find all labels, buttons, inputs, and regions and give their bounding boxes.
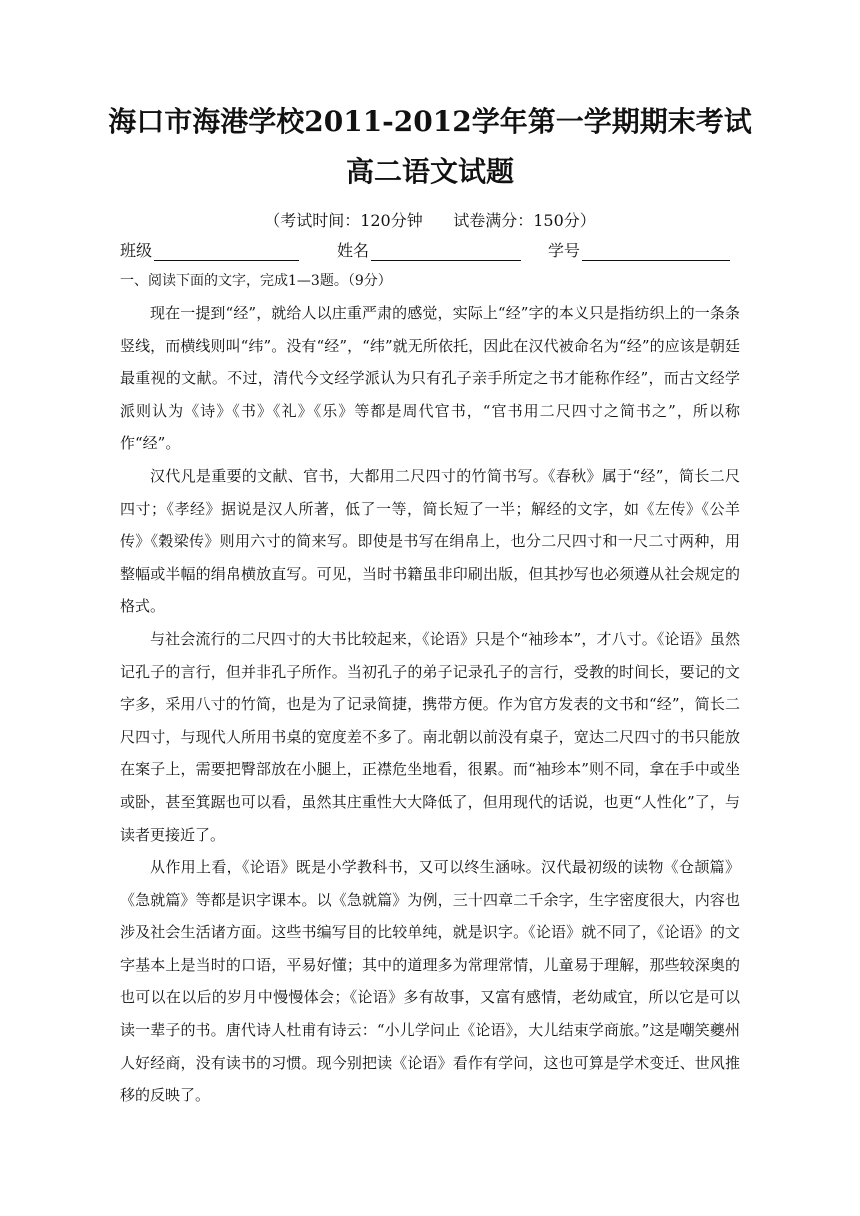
exam-info: （考试时间：120分钟 试卷满分：150分）	[264, 211, 596, 230]
student-info-fields	[120, 238, 740, 262]
student-id-field	[548, 238, 730, 261]
exam-subtitle: 高二语文试题	[345, 155, 514, 188]
student-id-blank[interactable]	[582, 242, 730, 261]
passage-paragraph-3: 与社会流行的二尺四寸的大书比较起来，《论语》只是个“袖珍本”，才八寸。《论语》虽然记孔子的言行，但并非孔子所作。当初孔子的弟子记录孔子的言行，受教的时间长，要记的文字多，采用八寸的竹简，也是为了记录简捷，携带方便。作为官方发表的文书和“经”，简长二尺四寸，与现代人所用书桌的宽度差不多了。南北朝以前没有桌子，宽达二尺四寸的书只能放在案子上，需要把臀部放在小腿上，正襟危坐地看，很累。而“袖珍本”则不同，拿在手中或坐或卧，甚至箕踞也可以看，虽然其庄重性大大降低了，但用现代的话说，也更“人性化”了，与读者更接近了。	[120, 629, 740, 844]
passage-paragraph-2: 汉代凡是重要的文献、官书，大都用二尺四寸的竹简书写。《春秋》属于“经”，简长二尺四寸；《孝经》据说是汉人所著，低了一等，简长短了一半；解经的文字，如《左传》《公羊传》《穀梁传》则用六寸的简来写。即使是书写在绢帛上，也分二尺四寸和一尺二寸两种，用整幅或半幅的绢帛横放直写。可见，当时书籍虽非印刷出版，但其抄写也必须遵从社会规定的格式。	[120, 466, 740, 616]
passage-paragraph-4: 从作用上看，《论语》既是小学教科书，又可以终生涵咏。汉代最初级的读物《仓颉篇》《急就篇》等都是识字课本。以《急就篇》为例，三十四章二千余字，生字密度很大，内容也涉及社会生活诸方面。这些书编写目的比较单纯，就是识字。《论语》就不同了，《论语》的文字基本上是当时的口语，平易好懂；其中的道理多为常理常情，儿童易于理解，那些较深奥的也可以在以后的岁月中慢慢体会；《论语》多有故事，又富有感情，老幼咸宜，所以它是可以读一辈子的书。唐代诗人杜甫有诗云：“小儿学问止《论语》，大儿结束学商旅。”这是嘲笑夔州人好经商，没有读书的习惯。现今别把读《论语》看作有学问，这也可算是学术变迁、世风推移的反映了。	[120, 858, 740, 1105]
exam-title: 海口市海港学校2011-2012学年第一学期期末考试	[108, 105, 752, 138]
class-blank[interactable]	[154, 242, 299, 261]
class-label: 班级	[120, 241, 153, 260]
student-id-label: 学号	[548, 241, 581, 260]
name-blank[interactable]	[371, 242, 521, 261]
name-field	[337, 238, 521, 261]
name-label: 姓名	[337, 241, 370, 260]
passage-paragraph-1: 现在一提到“经”，就给人以庄重严肃的感觉，实际上“经”字的本义只是指纺织上的一条条竖线，而横线则叫“纬”。没有“经”，“纬”就无所依托，因此在汉代被命名为“经”的应该是朝廷最重视的文献。不过，清代今文经学派认为只有孔子亲手所定之书才能称作经”，而古文经学派则认为《诗》《书》《礼》《乐》等都是周代官书，“官书用二尺四寸之简书之”，所以称作“经”。	[120, 304, 740, 453]
reading-passage	[120, 297, 740, 1112]
section-heading: 一、阅读下面的文字，完成1—3题。（9分）	[120, 273, 392, 289]
class-field	[120, 238, 299, 261]
